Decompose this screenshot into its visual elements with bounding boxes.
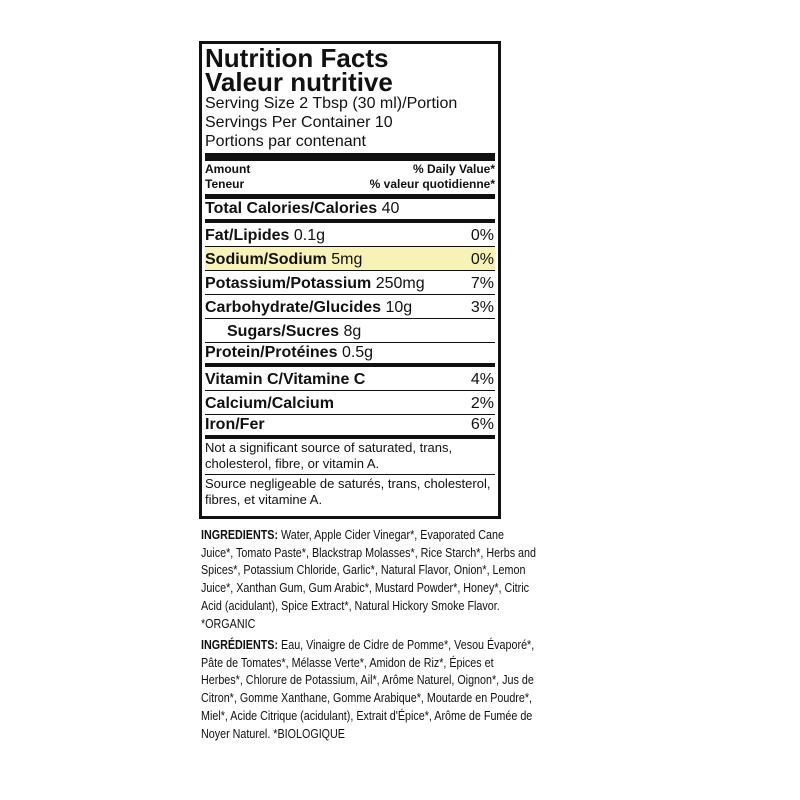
nutrient-amount: 0.5g xyxy=(341,344,374,361)
nutrient-percent: 3% xyxy=(470,299,494,316)
nutrient-percent: 2% xyxy=(470,395,494,412)
amount-heading: Amount xyxy=(205,162,251,176)
teneur-heading: Teneur xyxy=(205,177,245,191)
nutrient-amount: 5mg xyxy=(331,251,363,268)
nutrient-label: Potassium/Potassium xyxy=(205,275,372,292)
ingredients-french xyxy=(201,637,536,743)
ingredients-heading-french: INGRÉDIENTS: xyxy=(201,638,279,652)
ingredients-text: Water, Apple Cider Vinegar*, Evaporated Cane Juice*, Tomato Paste*, Blackstrap Molasses*, Rice Starch*, Herbs and Spices*, Potassium Chloride, Garlic*, Natural Flavor, Onion*, Lemon Juice*, Xanthan Gum, Gum Arabic*, Mustard Powder*, Honey*, Citric Acid (acidulant), Spice Extract*, Natural Hickory Smoke Flavor. *ORGANIC xyxy=(201,528,536,631)
header-row-english xyxy=(205,162,495,177)
nutrient-label: Fat/Lipides xyxy=(205,227,290,244)
nutrient-label: Vitamin C/Vitamine C xyxy=(205,371,366,388)
thick-divider xyxy=(205,153,495,161)
nutrient-row-calcium xyxy=(205,391,495,415)
nutrition-facts-panel xyxy=(199,41,501,519)
ingredients-english xyxy=(201,527,536,633)
nutrient-percent: 4% xyxy=(470,371,494,388)
nutrient-label: Sugars/Sucres xyxy=(227,323,340,340)
nutrient-label: Iron/Fer xyxy=(205,416,265,433)
nutrient-label: Total Calories/Calories xyxy=(205,200,378,217)
valeur-quotidienne-heading: % valeur quotidienne* xyxy=(369,177,495,191)
title-english: Nutrition Facts xyxy=(205,43,389,73)
nutrient-percent: 0% xyxy=(470,251,494,268)
nutrient-amount: 10g xyxy=(385,299,413,316)
nutrient-row-calories xyxy=(205,199,495,223)
portions-par-contenant: Portions par contenant xyxy=(205,133,366,150)
nutrient-amount: 8g xyxy=(343,323,362,340)
nutrient-row-carbohydrate xyxy=(205,295,495,319)
nutrient-row-protein xyxy=(205,343,495,367)
header-row-french xyxy=(205,177,495,192)
nutrient-amount: 40 xyxy=(381,200,400,217)
nutrient-label: Sodium/Sodium xyxy=(205,251,327,268)
title-french: Valeur nutritive xyxy=(205,67,393,97)
nutrient-row-vitamin-c xyxy=(205,367,495,391)
nutrient-percent: 0% xyxy=(470,227,494,244)
nutrient-row-sugars xyxy=(205,319,495,343)
nutrient-percent: 7% xyxy=(470,275,494,292)
nutrient-label: Protein/Protéines xyxy=(205,344,338,361)
nutrient-row-potassium xyxy=(205,271,495,295)
nutrient-percent: 6% xyxy=(470,416,494,433)
ingredients-text-french: Eau, Vinaigre de Cidre de Pomme*, Vesou Évaporé*, Pâte de Tomates*, Mélasse Verte*, Amidon de Riz*, Épices et Herbes*, Chlorure de Potassium, Ail*, Arôme Naturel, Oignon*, Jus de Citron*, Gomme Xanthane, Gomme Arabique*, Moutarde en Poudre*, Miel*, Acide Citrique (acidulant), Extrait d'Épice*, Arôme de Fumée de Noyer Naturel. *BIOLOGIQUE xyxy=(201,638,535,741)
daily-value-heading: % Daily Value* xyxy=(412,162,495,176)
ingredients-heading: INGREDIENTS: xyxy=(201,528,279,542)
nutrient-amount: 0.1g xyxy=(293,227,326,244)
nutrient-row-iron xyxy=(205,415,495,439)
nutrient-row-sodium xyxy=(205,247,495,271)
serving-size: Serving Size 2 Tbsp (30 ml)/Portion xyxy=(205,95,458,112)
nutrient-label: Carbohydrate/Glucides xyxy=(205,299,382,316)
nutrient-row-fat xyxy=(205,223,495,247)
footnote-french: Source negligeable de saturés, trans, cholesterol, fibres, et vitamine A. xyxy=(205,476,491,507)
nutrient-amount: 250mg xyxy=(375,275,425,292)
nutrient-label: Calcium/Calcium xyxy=(205,395,334,412)
servings-per-container: Servings Per Container 10 xyxy=(205,114,393,131)
footnote-english: Not a significant source of saturated, trans, cholesterol, fibre, or vitamin A. xyxy=(205,439,495,475)
